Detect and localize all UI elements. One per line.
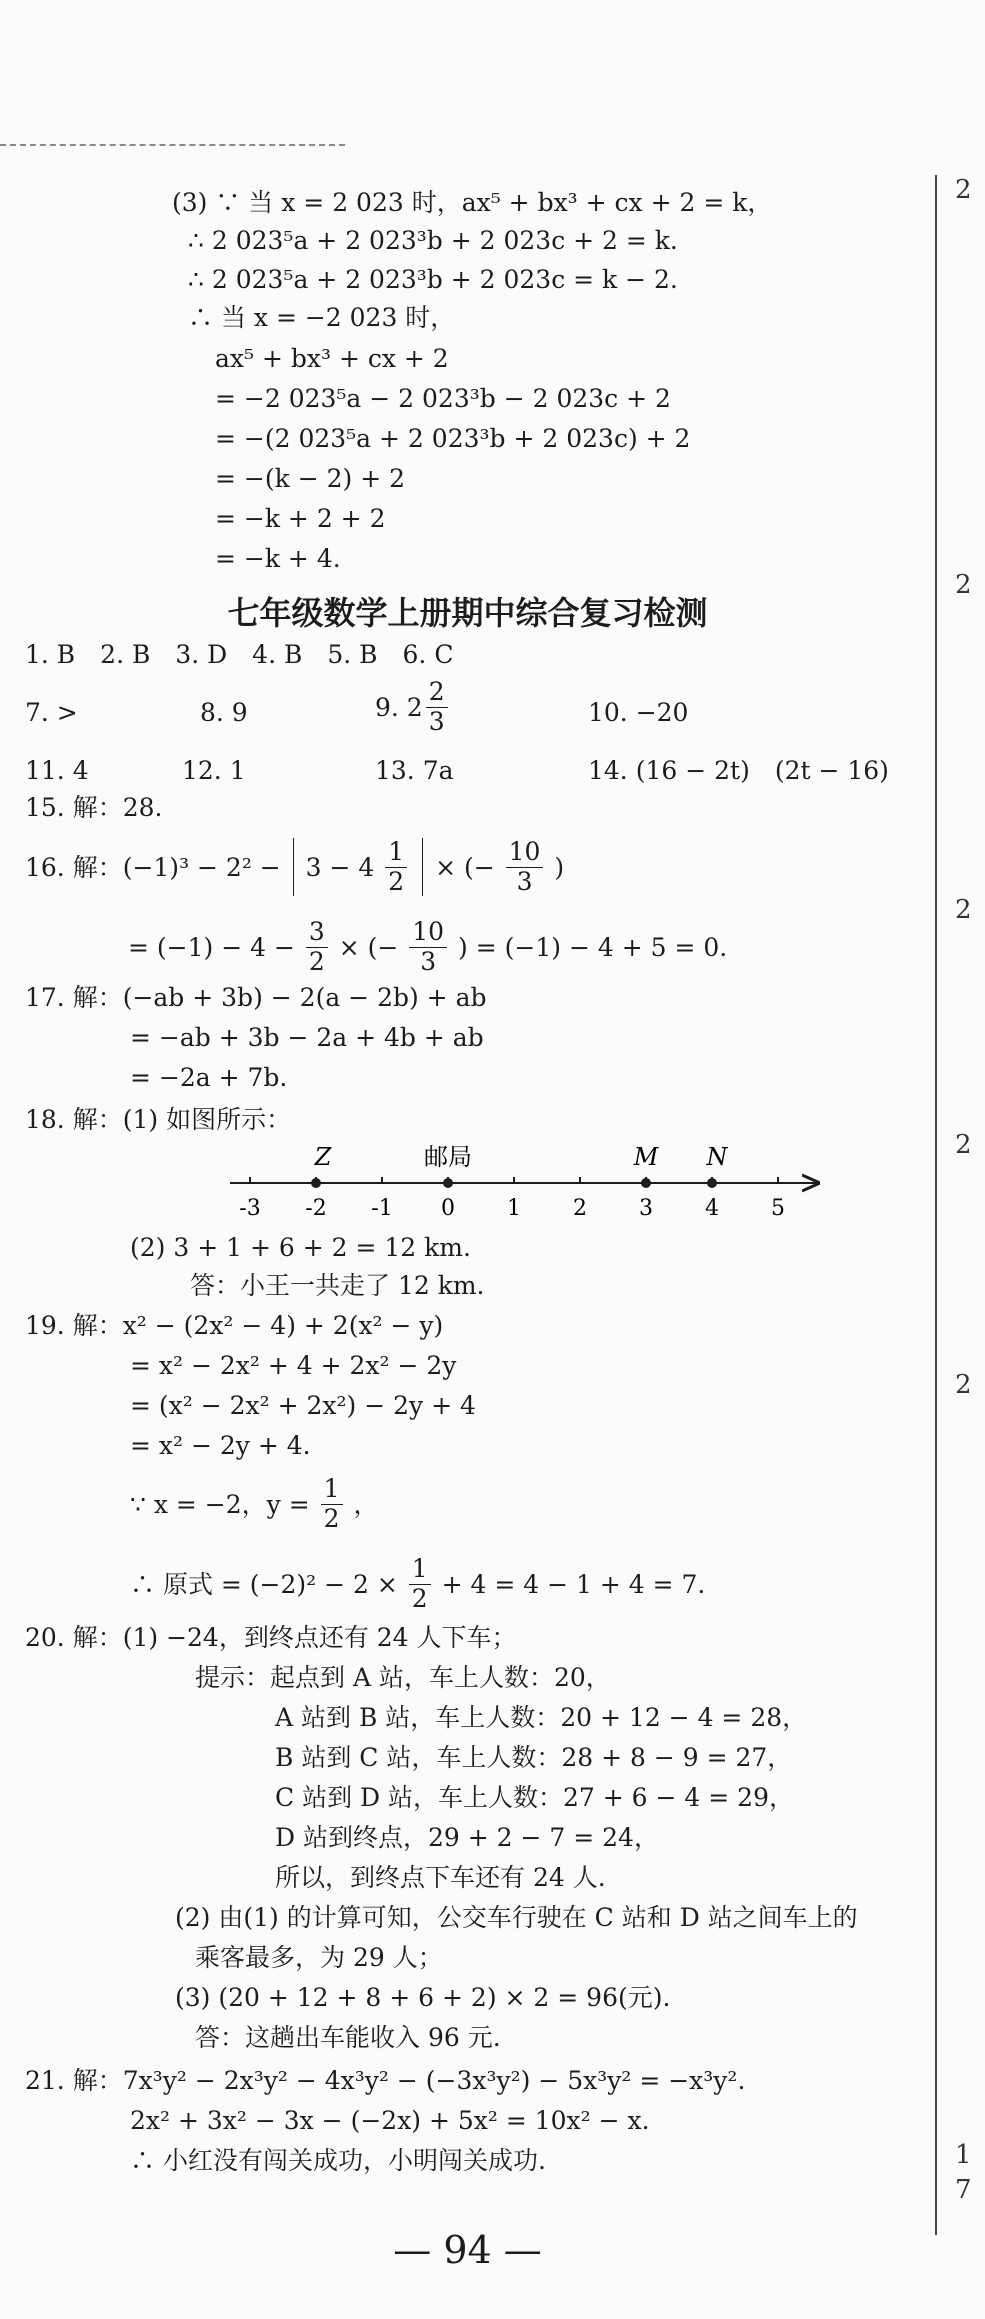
q19-line: = x² − 2x² + 4 + 2x² − 2y bbox=[130, 1351, 457, 1380]
number-line-tick-label: 5 bbox=[771, 1196, 785, 1221]
answer-14: 14. (16 − 2t) (2t − 16) bbox=[588, 756, 889, 785]
fraction bbox=[306, 918, 328, 977]
math-line: ∴ 2 023⁵a + 2 023³b + 2 023c + 2 = k. bbox=[188, 226, 678, 255]
margin-mark: 7 bbox=[955, 2175, 972, 2205]
number-line-point bbox=[311, 1178, 321, 1188]
section-title: 七年级数学上册期中综合复习检测 bbox=[227, 594, 708, 632]
q20-line: 答：这趟出车能收入 96 元. bbox=[195, 2023, 501, 2052]
q21-line: 21. 解：7x³y² − 2x³y² − 4x³y² − (−3x³y²) − 5x³y² = −x³y². bbox=[25, 2066, 746, 2095]
fraction-denominator: 3 bbox=[516, 866, 533, 896]
q16-text: 3 − 4 bbox=[305, 852, 375, 882]
fraction-numerator: 10 bbox=[506, 838, 544, 868]
point-label-post-office: 邮局 bbox=[424, 1143, 472, 1171]
margin-mark: 2 bbox=[955, 1370, 972, 1400]
q19-line: = (x² − 2x² + 2x²) − 2y + 4 bbox=[130, 1391, 476, 1420]
number-line-tick-label: 4 bbox=[705, 1196, 719, 1221]
page-number: — 94 — bbox=[393, 2228, 542, 2272]
fraction-numerator: 1 bbox=[385, 838, 407, 868]
q20-line: 乘客最多，为 29 人； bbox=[195, 1943, 443, 1972]
math-line: ∴ 当 x = −2 023 时， bbox=[188, 303, 456, 332]
fraction-numerator: 2 bbox=[426, 678, 448, 708]
math-line: = −k + 4. bbox=[215, 544, 341, 573]
fraction-denominator: 2 bbox=[388, 866, 405, 896]
math-line: ax⁵ + bx³ + cx + 2 bbox=[215, 344, 449, 373]
abs-bar-left bbox=[293, 838, 294, 896]
fraction bbox=[321, 1475, 343, 1534]
header-divider bbox=[0, 144, 345, 146]
q19-line: = x² − 2y + 4. bbox=[130, 1431, 311, 1460]
q19-line: 19. 解：x² − (2x² − 4) + 2(x² − y) bbox=[25, 1311, 444, 1340]
answer-9-prefix: 9. 2 bbox=[375, 692, 423, 722]
math-line: = −(2 023⁵a + 2 023³b + 2 023c) + 2 bbox=[215, 424, 691, 453]
abs-bar-right bbox=[422, 838, 423, 896]
number-line-point bbox=[641, 1178, 651, 1188]
q16-line-2 bbox=[128, 918, 727, 977]
point-label-z: Z bbox=[314, 1143, 332, 1171]
fraction bbox=[506, 838, 544, 897]
q16-text: × (− bbox=[338, 932, 399, 962]
margin-mark: 2 bbox=[955, 570, 972, 600]
q16-text: 16. 解：(−1)³ − 2² − bbox=[25, 852, 281, 882]
fraction bbox=[409, 918, 447, 977]
answer-7: 7. > bbox=[25, 698, 78, 727]
answer-9 bbox=[375, 678, 451, 737]
column-divider bbox=[935, 175, 937, 2235]
fraction-denominator: 3 bbox=[420, 946, 437, 976]
margin-mark: 2 bbox=[955, 1130, 972, 1160]
q20-line: (2) 由(1) 的计算可知，公交车行驶在 C 站和 D 站之间车上的 bbox=[175, 1903, 858, 1932]
q20-line: 所以，到终点下车还有 24 人. bbox=[275, 1863, 606, 1892]
number-line bbox=[230, 1138, 820, 1228]
q19-text: + 4 = 4 − 1 + 4 = 7. bbox=[441, 1569, 706, 1599]
q20-line: 提示：起点到 A 站，车上人数：20， bbox=[195, 1663, 611, 1692]
math-line: ∴ 2 023⁵a + 2 023³b + 2 023c = k − 2. bbox=[188, 265, 678, 294]
q20-line: 20. 解：(1) −24，到终点还有 24 人下车； bbox=[25, 1623, 517, 1652]
fraction-numerator: 3 bbox=[306, 918, 328, 948]
math-line: = −(k − 2) + 2 bbox=[215, 464, 405, 493]
number-line-tick-label: 2 bbox=[573, 1196, 587, 1221]
point-label-m: M bbox=[633, 1143, 659, 1171]
answer-10: 10. −20 bbox=[588, 698, 689, 727]
number-line-tick-label: 3 bbox=[639, 1196, 653, 1221]
fraction-numerator: 10 bbox=[409, 918, 447, 948]
number-line-tick-label: -1 bbox=[371, 1196, 393, 1221]
q16-text: ) bbox=[554, 852, 565, 882]
q19-result bbox=[130, 1555, 705, 1614]
margin-mark: 1 bbox=[955, 2140, 972, 2170]
q20-line: D 站到终点，29 + 2 − 7 = 24， bbox=[275, 1823, 659, 1852]
math-line: = −2 023⁵a − 2 023³b − 2 023c + 2 bbox=[215, 384, 671, 413]
q21-line: ∴ 小红没有闯关成功，小明闯关成功. bbox=[130, 2146, 546, 2175]
answer-15: 15. 解：28. bbox=[25, 793, 163, 822]
answer-line: 1. B 2. B 3. D 4. B 5. B 6. C bbox=[25, 640, 454, 669]
q16-text: × (− bbox=[435, 852, 495, 882]
q16-text: = (−1) − 4 − bbox=[128, 932, 295, 962]
fraction-denominator: 3 bbox=[428, 706, 445, 736]
number-line-point bbox=[707, 1178, 717, 1188]
number-line-tick-label: -3 bbox=[239, 1196, 261, 1221]
answer-8: 8. 9 bbox=[200, 698, 248, 727]
q16-text: ) = (−1) − 4 + 5 = 0. bbox=[458, 932, 728, 962]
q18-line: 18. 解：(1) 如图所示： bbox=[25, 1105, 292, 1134]
q19-text: ∴ 原式 = (−2)² − 2 × bbox=[130, 1569, 398, 1599]
q17-line: = −ab + 3b − 2a + 4b + ab bbox=[130, 1023, 484, 1052]
answer-12: 12. 1 bbox=[182, 756, 246, 785]
fraction-denominator: 2 bbox=[323, 1503, 340, 1533]
q20-line: C 站到 D 站，车上人数：27 + 6 − 4 = 29， bbox=[275, 1783, 794, 1812]
q17-line: = −2a + 7b. bbox=[130, 1063, 288, 1092]
number-line-point bbox=[443, 1178, 453, 1188]
answer-13: 13. 7a bbox=[375, 756, 454, 785]
q19-text: ∵ x = −2，y = bbox=[130, 1489, 310, 1519]
fraction-numerator: 1 bbox=[409, 1555, 431, 1585]
math-line: = −k + 2 + 2 bbox=[215, 504, 386, 533]
number-line-tick-label: -2 bbox=[305, 1196, 327, 1221]
q20-line: A 站到 B 站，车上人数：20 + 12 − 4 = 28， bbox=[275, 1703, 808, 1732]
q18-line: 答：小王一共走了 12 km. bbox=[190, 1271, 485, 1300]
q18-line: (2) 3 + 1 + 6 + 2 = 12 km. bbox=[130, 1233, 471, 1262]
math-line: (3) ∵ 当 x = 2 023 时，ax⁵ + bx³ + cx + 2 = k， bbox=[172, 188, 773, 217]
answer-11: 11. 4 bbox=[25, 756, 89, 785]
fraction bbox=[426, 678, 448, 737]
q19-condition bbox=[130, 1475, 379, 1534]
fraction bbox=[409, 1555, 431, 1614]
fraction-numerator: 1 bbox=[321, 1475, 343, 1505]
q16-line-1 bbox=[25, 838, 564, 897]
q20-line: (3) (20 + 12 + 8 + 6 + 2) × 2 = 96(元). bbox=[175, 1983, 671, 2012]
number-line-tick-label: 0 bbox=[441, 1196, 455, 1221]
number-line-tick-label: 1 bbox=[507, 1196, 521, 1221]
q21-line: 2x² + 3x² − 3x − (−2x) + 5x² = 10x² − x. bbox=[130, 2106, 650, 2135]
point-label-n: N bbox=[706, 1143, 728, 1171]
fraction-denominator: 2 bbox=[308, 946, 325, 976]
margin-mark: 2 bbox=[955, 175, 972, 205]
q20-line: B 站到 C 站，车上人数：28 + 8 − 9 = 27， bbox=[275, 1743, 793, 1772]
fraction bbox=[385, 838, 407, 897]
fraction-denominator: 2 bbox=[411, 1583, 428, 1613]
margin-mark: 2 bbox=[955, 895, 972, 925]
q19-text: ， bbox=[353, 1489, 379, 1519]
q17-line: 17. 解：(−ab + 3b) − 2(a − 2b) + ab bbox=[25, 983, 487, 1012]
